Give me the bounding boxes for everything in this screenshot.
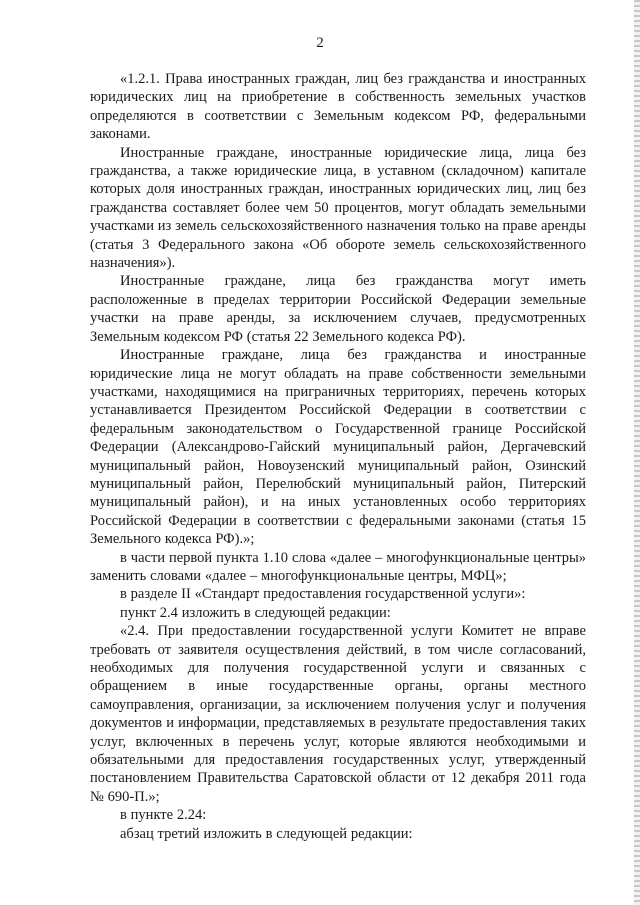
- paragraph-item-2-24: в пункте 2.24:: [120, 807, 207, 824]
- paragraph-item-1-10: в части первой пункта 1.10 слова «далее – многофункциональные центры» заменить словами «далее – многофункциональные центры, МФЦ»;: [90, 549, 586, 584]
- paragraph-1-2-1: «1.2.1. Права иностранных граждан, лиц без гражданства и иностранных юридических лиц на приобретение в собственность земельных участков определяются в соответствии с Земельным кодексом РФ, федеральными законами.: [90, 71, 586, 143]
- paragraph-item-2-4-intro: пункт 2.4 изложить в следующей редакции:: [120, 604, 391, 621]
- paragraph-agricultural-land: Иностранные граждане, иностранные юридические лица, лица без гражданства, а также юридические лица, в уставном (складочном) капитале которых доля иностранных граждан, иностранных юридических лиц, лиц без гражданства составляет более чем 50 процентов, могут обладать земельными участками из земель сельскохозяйственного назначения только на праве аренды (статья 3 Федерального закона «Об обороте земель сельскохозяйственного назначения»).: [90, 144, 586, 272]
- document-body: [90, 70, 586, 843]
- page-number: 2: [316, 35, 324, 51]
- paragraph-lease-rights: Иностранные граждане, лица без гражданства могут иметь расположенные в пределах территории Российской Федерации земельные участки на праве аренды, за исключением случаев, предусмотренных Земельным кодексом РФ (статья 22 Земельного кодекса РФ).: [90, 273, 586, 345]
- scan-edge: [634, 0, 640, 905]
- paragraph-border-territories: Иностранные граждане, лица без гражданства и иностранные юридические лица не могут обладать на праве собственности земельными участками, находящимися на приграничных территориях, перечень которых устанавливается Президентом Российской Федерации в соответствии с федеральным законодательством о Государственной границе Российской Федерации (Александрово-Гайский муниципальный район, Дергачевский муниципальный район, Новоузенский муниципальный район, Озинский муниципальный район, Перелюбский муниципальный район, Питерский муниципальный район), и на иных установленных особо территориях Российской Федерации в соответствии с федеральными законами (статья 15 Земельного кодекса РФ).»;: [90, 347, 586, 548]
- paragraph-item-2-4: «2.4. При предоставлении государственной услуги Комитет не вправе требовать от заявителя осуществления действий, в том числе согласований, необходимых для получения государственной услуги и связанных с обращением в иные государственные органы, органы местного самоуправления, организации, за исключением получения услуг и получения документов и информации, представляемых в результате предоставления таких услуг, включенных в перечень услуг, которые являются необходимыми и обязательными для предоставления государственных услуг, утвержденный постановлением Правительства Саратовской области от 12 декабря 2011 года № 690-П.»;: [90, 623, 586, 805]
- paragraph-third-abzac: абзац третий изложить в следующей редакции:: [120, 825, 413, 842]
- paragraph-section-2: в разделе II «Стандарт предоставления государственной услуги»:: [120, 586, 526, 603]
